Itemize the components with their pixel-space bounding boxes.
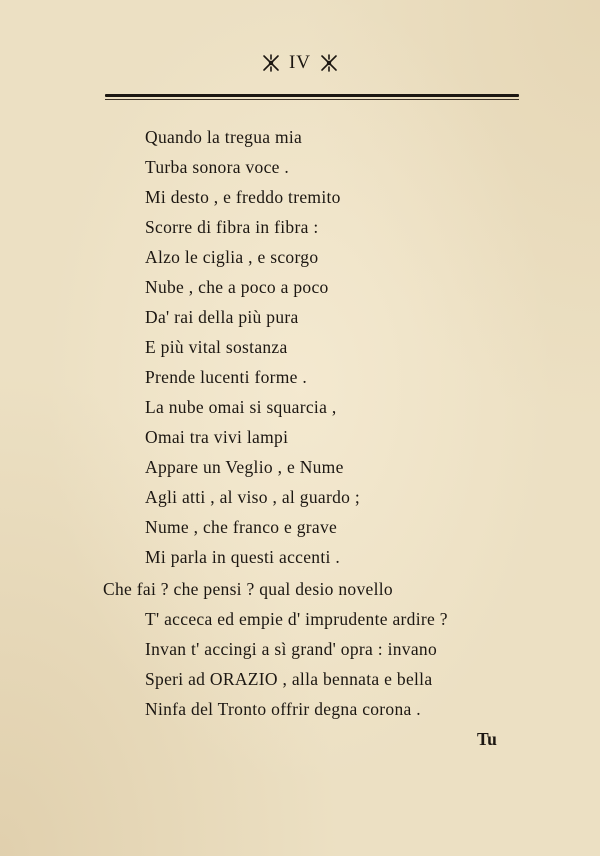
cross-ornament-icon (261, 54, 281, 72)
verse-line: Mi desto , e freddo tremito (145, 187, 341, 207)
verse-line: Ninfa del Tronto offrir degna corona . (145, 699, 421, 719)
verse-line: Che fai ? che pensi ? qual desio novello (103, 579, 393, 599)
page-header (0, 50, 600, 76)
verse-line: Turba sonora voce . (145, 157, 290, 177)
header-rule (105, 94, 519, 100)
verse-line: Scorre di fibra in fibra : (145, 217, 319, 237)
page-number: IV (288, 52, 312, 73)
verse-line: Appare un Veglio , e Nume (145, 457, 344, 477)
verse-line: Alzo le ciglia , e scorgo (145, 247, 319, 267)
verse-line: Da' rai della più pura (145, 307, 299, 327)
verse-line: Quando la tregua mia (145, 127, 303, 147)
verse-line: Omai tra vivi lampi (145, 427, 289, 447)
verse-line: T' acceca ed empie d' imprudente ardire ? (145, 609, 448, 629)
verse-line: Nume , che franco e grave (145, 517, 338, 537)
verse-line: E più vital sostanza (145, 337, 288, 357)
catchword: Tu (477, 729, 497, 749)
verse-line: Agli atti , al viso , al guardo ; (145, 487, 361, 507)
verse-line: Mi parla in questi accenti . (145, 547, 341, 567)
cross-ornament-icon (319, 54, 339, 72)
verse-line: La nube omai si squarcia , (145, 397, 337, 417)
verse-line: Nube , che a poco a poco (145, 277, 329, 297)
verse-line: Prende lucenti forme . (145, 367, 308, 387)
verse-line: Invan t' accingi a sì grand' opra : invano (145, 639, 438, 659)
verse-line: Speri ad ORAZIO , alla bennata e bella (145, 669, 433, 689)
